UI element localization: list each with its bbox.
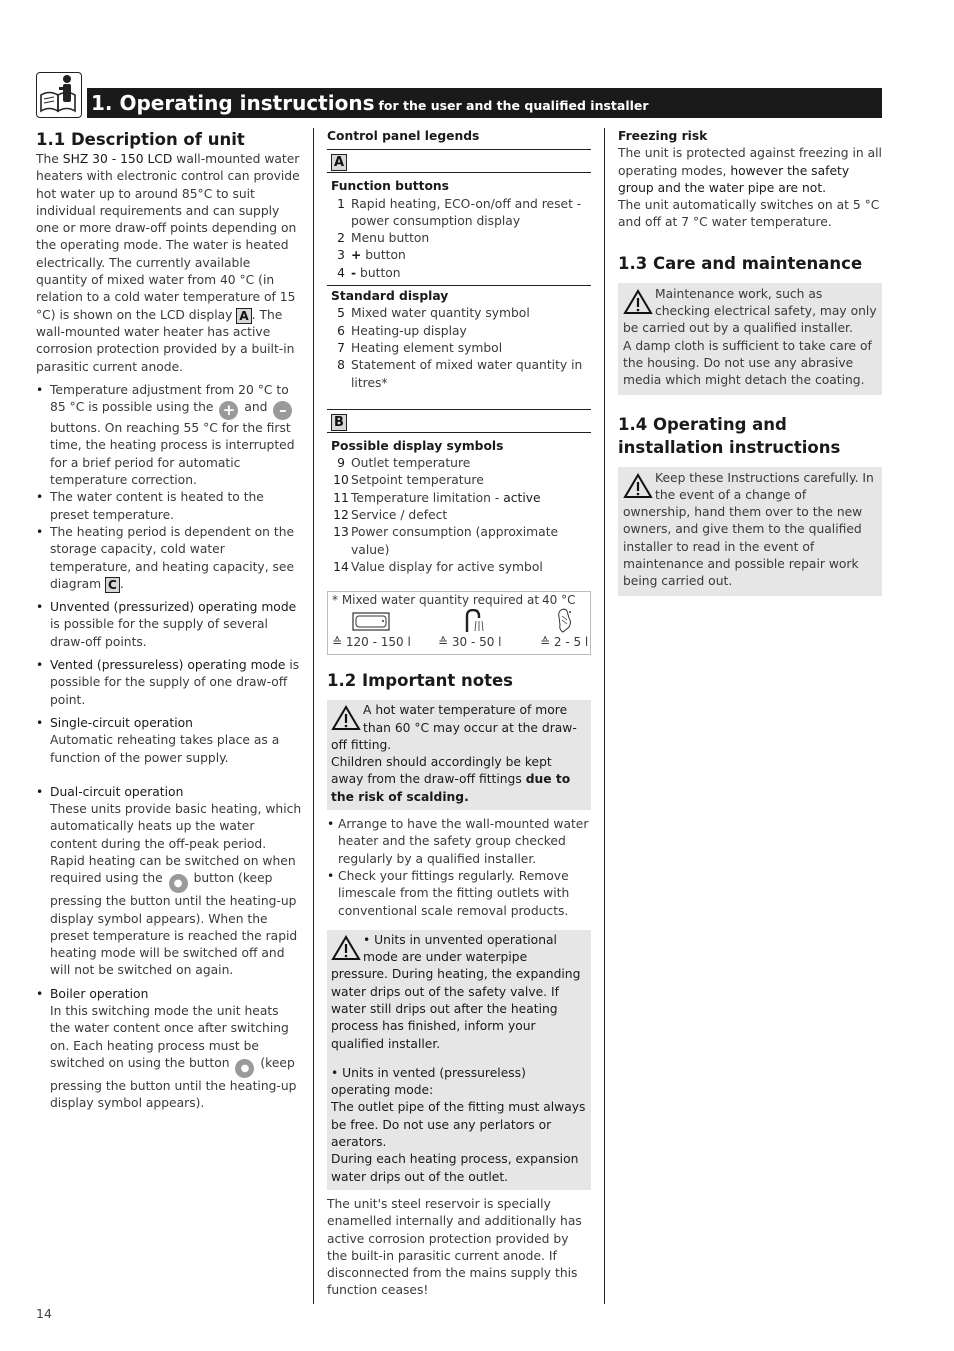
ref-box-a: A <box>236 308 251 324</box>
warn2-text-c: The outlet pipe of the fitting must always be free. Do not use any perlators or aerators. <box>331 1100 586 1150</box>
legend-num: 7 <box>337 340 345 355</box>
heading-1-4-line2: installation instructions <box>618 437 841 457</box>
qty-temperature: 40 °C <box>542 593 576 608</box>
plus-symbol: + <box>351 248 362 263</box>
legend-item-7 <box>331 340 587 357</box>
column-1 <box>36 128 302 1113</box>
warning-triangle-icon <box>623 473 653 499</box>
warning-triangle-icon <box>331 705 361 731</box>
legend-text-main: Temperature limitation - <box>351 490 504 505</box>
heading-1-2: 1.2 Important notes <box>327 671 513 691</box>
mixed-water-quantity-box <box>327 591 591 655</box>
b1-and: and <box>240 400 272 415</box>
legend-text-rest: button <box>356 265 401 280</box>
manual-person-icon <box>36 72 82 118</box>
legend-text <box>351 490 587 507</box>
heating-button-icon: ● <box>235 1059 254 1078</box>
column-3 <box>618 128 882 596</box>
care-text-2: A damp cloth is sufficient to take care of the housing. Do not use any abrasive media which might detach the coating. <box>623 338 872 388</box>
warning-note-units <box>327 930 591 1190</box>
b1-pre: Temperature adjustment from 20 °C to 85 °C is possible using the <box>50 382 289 415</box>
legend-num: 2 <box>337 231 345 246</box>
minus-button-icon: – <box>273 401 292 420</box>
possible-symbols-title: Possible display symbols <box>331 438 504 453</box>
legends-heading: Control panel legends <box>327 129 480 143</box>
legend-text <box>351 265 587 282</box>
legend-num: 9 <box>337 456 345 471</box>
legend-text: Heating-up display <box>351 323 467 338</box>
qty-label: * Mixed water quantity required at <box>332 593 540 608</box>
legend-num: 3 <box>337 248 345 263</box>
warn2-text-b: • Units in vented (pressureless) operating mode: <box>331 1065 526 1098</box>
b4-title: Unvented (pressurized) operating mode <box>50 600 297 615</box>
freezing-text <box>618 145 882 197</box>
legend-item-6 <box>331 323 587 340</box>
legend-text: Heating element symbol <box>351 340 503 355</box>
legend-box-b <box>327 409 591 433</box>
care-text-1: Maintenance work, such as checking electrical safety, may only be carried out by a qualified installer. <box>623 286 877 336</box>
b5-text: is possible for the supply of one draw-off point. <box>50 658 300 707</box>
qty-bath: ≙ 120 - 150 l <box>332 635 411 650</box>
b7-title: Dual-circuit operation <box>50 784 184 799</box>
legend-item-13 <box>331 524 587 559</box>
rapid-heating-button-icon: ● <box>169 874 188 893</box>
keep-text: Keep these Instructions carefully. In the event of a change of ownership, hand them over to the new owners, and give them to the qualified installer to read in the event of maintenance and possible repair work being carried out. <box>623 470 874 589</box>
standard-display-section <box>327 286 591 395</box>
legend-num: 6 <box>337 323 345 338</box>
b7-text2-post: button (keep pressing the button until the heating-up display symbol appears). When the preset temperature is reached the rapid heating mode will be switched off and will not be switched on again. <box>50 871 298 978</box>
legend-item-5 <box>331 305 587 322</box>
legend-num: 4 <box>337 265 345 280</box>
ref-box-c: C <box>105 577 120 593</box>
b6-title: Single-circuit operation <box>50 715 193 730</box>
bullet-vented <box>36 657 302 709</box>
bullet-temperature <box>36 382 302 489</box>
legend-item-3 <box>331 247 587 264</box>
intro-mid: wall-mounted water heaters with electronic control can provide hot water up to around 85°C to suit individual requirements and can supply one or more draw-off points depending on the operating mode. The water is heated electrically. The currently available quantity of mixed water from 40 °C (in relation to a cold water temperature of 15 °C) is shown on the LCD display <box>36 152 300 322</box>
legend-text: Power consumption (approximate value) <box>351 525 559 557</box>
function-buttons-title: Function buttons <box>331 179 449 194</box>
warn1-text-bold: due to the risk of scalding. <box>331 772 571 804</box>
freezing-title: Freezing risk <box>618 129 708 143</box>
legend-text: Setpoint temperature <box>351 473 484 488</box>
legend-item-14 <box>331 559 587 576</box>
column-divider-2 <box>604 128 605 1304</box>
intro-pre: The <box>36 152 63 166</box>
legend-box-a <box>327 149 591 173</box>
page-title: 1. Operating instructions <box>91 91 375 115</box>
legend-item-2 <box>331 230 587 247</box>
b6-text: Automatic reheating takes place as a function of the power supply. <box>50 733 280 765</box>
b1-post: buttons. On reaching 55 °C for the first time, the heating process is interrupted for a brief period for automatic temperature correction. <box>50 421 295 488</box>
legend-text: Statement of mixed water quantity in litres* <box>351 358 583 390</box>
b3-post: . <box>119 576 124 591</box>
heading-1-4-line1: 1.4 Operating and <box>618 414 787 434</box>
legend-text: Value display for active symbol <box>351 559 543 574</box>
legend-num: 1 <box>337 196 345 211</box>
legend-text <box>351 247 587 264</box>
b3-pre: The heating period is dependent on the storage capacity, cold water temperature, and heating capacity, see diagram <box>50 524 295 591</box>
header-bar <box>87 88 882 118</box>
model-name: SHZ 30 - 150 LCD <box>62 152 173 166</box>
warning-triangle-icon <box>623 289 653 315</box>
column-divider-1 <box>313 128 314 1304</box>
legend-text: Menu button <box>351 231 430 246</box>
legend-item-11 <box>331 490 587 507</box>
legend-num: 10 <box>333 473 349 488</box>
freezing-text-2: The unit automatically switches on at 5 °C and off at 7 °C water temperature. <box>618 198 880 230</box>
warning-note-hot-water <box>327 700 591 810</box>
legend-item-8 <box>331 357 587 392</box>
legend-num: 11 <box>333 490 349 505</box>
warning-triangle-icon <box>331 935 361 961</box>
b8-text-pre: In this switching mode the unit heats the water content once after switching on. Each heating process must be switched on using the button <box>50 1004 289 1070</box>
keep-instructions-note <box>618 467 882 596</box>
intro-paragraph <box>36 151 302 376</box>
bullet-boiler <box>36 986 302 1113</box>
minus-symbol: - <box>351 265 357 280</box>
warn1-text-a: A hot water temperature of more than 60 °C may occur at the draw-off fitting. <box>331 703 577 752</box>
legend-text-active: active <box>503 490 541 505</box>
b7-text1: These units provide basic heating, which automatically heats up the water content during the off-peak period. <box>50 802 302 851</box>
b8-title: Boiler operation <box>50 986 149 1001</box>
legend-num: 8 <box>337 358 345 373</box>
bullet-arrange-check: • Arrange to have the wall-mounted water heater and the safety group checked regularly by a qualified installer. <box>327 816 591 868</box>
bullet-single-circuit <box>36 715 302 767</box>
heading-1-1: 1.1 Description of unit <box>36 130 245 149</box>
heading-1-4 <box>618 413 882 459</box>
intro-post: . The wall-mounted water heater has active corrosion protection provided by a built-in parasitic current anode. <box>36 307 295 374</box>
warn2-text-a: • Units in unvented operational mode are under waterpipe pressure. During heating, the expanding water drips out of the safety valve. If water still drips out after the heating process has finished, inform your qualified installer. <box>331 932 581 1051</box>
column-2 <box>327 128 591 1300</box>
legend-item-9 <box>331 455 587 472</box>
bullet-unvented <box>36 599 302 651</box>
heading-1-3: 1.3 Care and maintenance <box>618 253 863 273</box>
possible-symbols-section <box>327 436 591 579</box>
b4-text: is possible for the supply of several draw-off points. <box>50 617 268 649</box>
care-maintenance-note <box>618 283 882 395</box>
legend-item-12 <box>331 507 587 524</box>
warn1-text-b: Children should accordingly be kept away from the draw-off fittings <box>331 755 552 787</box>
bullet-dual-circuit <box>36 784 302 980</box>
page-subtitle: for the user and the qualified installer <box>378 98 649 113</box>
b5-title: Vented (pressureless) operating mode <box>50 658 286 673</box>
qty-shower: ≙ 30 - 50 l <box>438 635 502 650</box>
legend-text: Outlet temperature <box>351 456 471 471</box>
legend-text-rest: button <box>361 248 406 263</box>
b7-text2-pre: Rapid heating can be switched on when required using the <box>50 853 296 886</box>
legend-item-10 <box>331 472 587 489</box>
closing-paragraph: The unit's steel reservoir is specially enamelled internally and additionally has active corrosion protection provided by the built-in parasitic current anode. If disconnected from the mains supply this function ceases! <box>327 1196 582 1298</box>
freezing-text-dark: however the safety group and the water pipe are not. <box>618 163 850 195</box>
legend-num: 13 <box>333 525 349 540</box>
standard-display-title: Standard display <box>331 289 449 304</box>
legend-num: 14 <box>333 559 349 574</box>
page-number: 14 <box>36 1306 52 1321</box>
bullet-heating-period <box>36 524 302 593</box>
legend-text: Rapid heating, ECO-on/off and reset - power consumption display <box>351 196 582 228</box>
bullet-check-fittings: • Check your fittings regularly. Remove limescale from the fitting outlets with conventional scale removal products. <box>327 868 591 920</box>
warn2-text-d: During each heating process, expansion water drips out of the outlet. <box>331 1152 579 1184</box>
b8-text-post: (keep pressing the button until the heating-up display symbol appears). <box>50 1055 297 1111</box>
box-b-label: B <box>331 414 347 431</box>
qty-hands: ≙ 2 - 5 l <box>540 635 589 650</box>
freezing-text-pre: The unit is protected against freezing in all operating modes, <box>618 146 882 178</box>
function-buttons-section <box>327 176 591 286</box>
legend-item-1 <box>331 196 587 231</box>
bullet-water-content: • The water content is heated to the preset temperature. <box>36 489 302 524</box>
legend-item-4 <box>331 265 587 282</box>
box-a-label: A <box>331 154 347 171</box>
legend-num: 12 <box>333 508 349 523</box>
plus-button-icon: + <box>219 401 238 420</box>
legend-text: Service / defect <box>351 508 448 523</box>
legend-text: Mixed water quantity symbol <box>351 306 530 321</box>
legend-num: 5 <box>337 306 345 321</box>
